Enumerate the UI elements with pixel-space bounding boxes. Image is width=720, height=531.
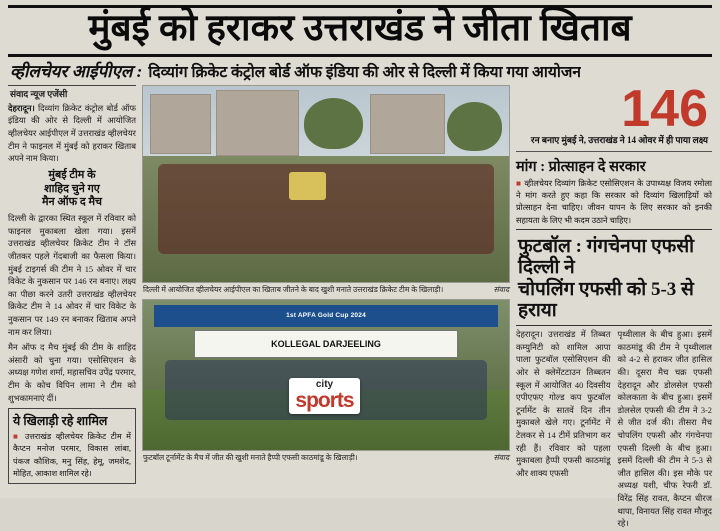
right-column	[516, 79, 712, 531]
football-photo-white-banner	[194, 330, 458, 358]
football-col-2: पृथ्वीलाल के बीच हुआ। इसमें काठमांडू की टीम ने पृथ्वीलाल को 4-2 से हराकर जीत हासिल की। दूसरा मैच चक्र एफसी देहरादून और डोलसेल एफसी कोलकाता के बीच हुआ। इसमें डोलसेल एफसी की टीम ने 3-2 से जीत दर्ज की। तीसरा मैच चोपलिंग एफसी और गंगचेनपा एफसी दिल्ली के बीच हुआ। इसमें दिल्ली की टीम ने 5-3 से जीत हासिल की। इस मौके पर अध्यक्ष यशी, चीफ रेफरी डॉ. विरेंद्र सिंह रावत, कैप्टन धीरज थापा, विनायत सिंह रावत मौजूद रहे।	[617, 330, 712, 529]
football-banner-sub: 1st APFA Gold Cup 2024	[286, 312, 366, 320]
photo-building-3	[370, 94, 445, 155]
subhead-text: दिव्यांग क्रिकेट कंट्रोल बोर्ड ऑफ इंडिया की ओर से दिल्ली में किया गया आयोजन	[148, 63, 581, 81]
score-number: 146	[621, 79, 708, 138]
photo-building-2	[216, 90, 299, 157]
football-body-columns	[516, 329, 712, 531]
players-box-title: ये खिलाड़ी रहे शामिल	[13, 414, 108, 429]
football-heading-line-2: चोपलिंग एफसी को 5-3 से हराया	[518, 278, 694, 321]
photo-team-group	[158, 164, 495, 254]
left-para-2: दिल्ली के द्वारका स्थित स्कूल में रविवार को फाइनल मुकाबला खेला गया। इसमें उत्तराखंड व्हीलचेयर क्रिकेट टीम ने टॉस जीतकर पहले गेंदबाजी का फैसला किया। मुंबई टाइगर्स की टीम ने 15 ओवर में चार विकेट के नुकसान पर 146 रन बनाए। लक्ष्य का पीछा करने उतरी उत्तराखंड व्हीलचेयर क्रिकेट टीम ने 14 ओवर में चार विकेट के नुकसान पर 149 रन बनाकर खिताब अपने नाम कर लिया।	[8, 214, 136, 337]
middle-column	[142, 85, 510, 531]
right-divider	[516, 229, 712, 230]
bullet-icon: ■	[13, 432, 21, 442]
photo-tree-2	[447, 102, 502, 151]
demand-body: व्हीलचेयर दिव्यांग क्रिकेट एसोसिएशन के उपाध्यक्ष विजय रमोला ने मांग करते हुए कहा कि सरकार को दिव्यांग खिलाड़ियों को प्रोत्साहन देना चाहिए। जीवन यापन के लिए सरकार को इनकी सहायता के लिए भी कदम उठाने चाहिए।	[516, 178, 712, 225]
left-para-1	[8, 103, 136, 166]
players-box-body: उत्तराखंड व्हीलचेयर क्रिकेट टीम में कैप्टन मनोज परमार, विकास लांबा, पंकज कौशिक, मनु सिंह, हेमू, जमशेद, मोहित, आकाश शामिल रहे।	[13, 432, 131, 478]
players-box-text	[13, 431, 131, 480]
left-para-1-text: दिव्यांग क्रिकेट कंट्रोल बोर्ड ऑफ इंडिया की ओर से दिल्ली में आयोजित व्हीलचेयर आईपीएल में उत्तराखंड व्हीलचेयर टीम ने फाइनल में मुंबई को हराकर खिताब अपने नाम किया।	[8, 103, 137, 164]
left-column	[8, 85, 136, 531]
football-col-1: देहरादून। उत्तराखंड में तिब्बत कम्युनिटी को शामिल आपा पाला फुटबॉल एसोसिएशन की ओर से क्लेमेंटटाउन तिब्बतन स्कूल में आयोजित 40 दिवसीय एपीएफए गोल्ड कप फुटबॉल टूर्नामेंट के सातवें दिन तीन मुकाबले खेले गए। टूर्नामेंट में टेलकर से 14 टीमें प्रतिभाग कर रही हैं। रविवार को पहला मुकाबला हैप्पी एफसी काठमांडू और शाक्य एफसी	[516, 330, 611, 478]
city-sports-logo	[289, 378, 359, 414]
left-para-3: मैन ऑफ द मैच मुंबई की टीम के शाहिद अंसारी को चुना गया। एसोसिएशन के अध्यक्ष गणेश शर्मा, महासचिव उपेंद्र परमार, टीम के कोच विपिन लामा ने टीम को शुभकामनाएं दीं।	[8, 343, 136, 403]
pullquote	[8, 169, 136, 210]
dateline: देहरादून।	[8, 103, 35, 113]
pullquote-line-1: मुंबई टीम के	[48, 168, 96, 181]
football-team-photo	[142, 299, 510, 451]
demand-text	[516, 178, 712, 227]
football-photo-blue-banner	[154, 305, 498, 328]
cricket-team-photo	[142, 85, 510, 283]
subhead-tag: व्हीलचेयर आईपीएल :	[10, 61, 143, 81]
logo-sports-text: sports	[295, 389, 354, 413]
football-photo-caption	[142, 451, 510, 465]
cricket-photo-credit: संवाद	[493, 284, 509, 294]
football-banner-text: KOLLEGAL DARJEELING	[271, 338, 381, 349]
score-caption: रन बनाए मुंबई ने, उत्तराखंड ने 14 ओवर में ही पाया लक्ष्य	[516, 134, 712, 152]
football-photo-credit: संवाद	[493, 453, 509, 463]
photo-tree-1	[304, 98, 363, 149]
cricket-photo-caption-text: दिल्ली में आयोजित व्हीलचेयर आईपीएल का खिताब जीतने के बाद खुशी मनाते उत्तराखंड क्रिकेट टीम के खिलाड़ी।	[143, 284, 444, 294]
page-headline: मुंबई को हराकर उत्तराखंड ने जीता खिताब	[88, 8, 632, 49]
byline: संवाद न्यूज एजेंसी	[8, 85, 136, 103]
football-heading-rule	[516, 325, 712, 326]
demand-heading: मांग : प्रोत्साहन दे सरकार	[516, 158, 646, 175]
demand-bullet-icon: ■	[516, 178, 522, 188]
logo-city-text: city	[315, 379, 334, 391]
subheadline-row	[8, 57, 712, 85]
football-section-heading	[516, 233, 712, 323]
body-grid	[8, 79, 712, 531]
cricket-photo-caption	[142, 283, 510, 297]
pullquote-line-3: मैन ऑफ द मैच	[41, 196, 103, 209]
football-heading-line-1: फुटबॉल : गंगचेनपा एफसी दिल्ली ने	[518, 236, 695, 279]
football-photo-caption-text: फुटबॉल टूर्नामेंट के मैच में जीत की खुशी मनाते हैप्पी एफसी काठमांडू के खिलाड़ी।	[143, 453, 358, 463]
pullquote-line-2: शाहिद चुने गए	[44, 182, 100, 195]
photo-trophy	[289, 172, 326, 199]
photo-building-1	[150, 94, 211, 155]
players-box	[8, 408, 136, 484]
